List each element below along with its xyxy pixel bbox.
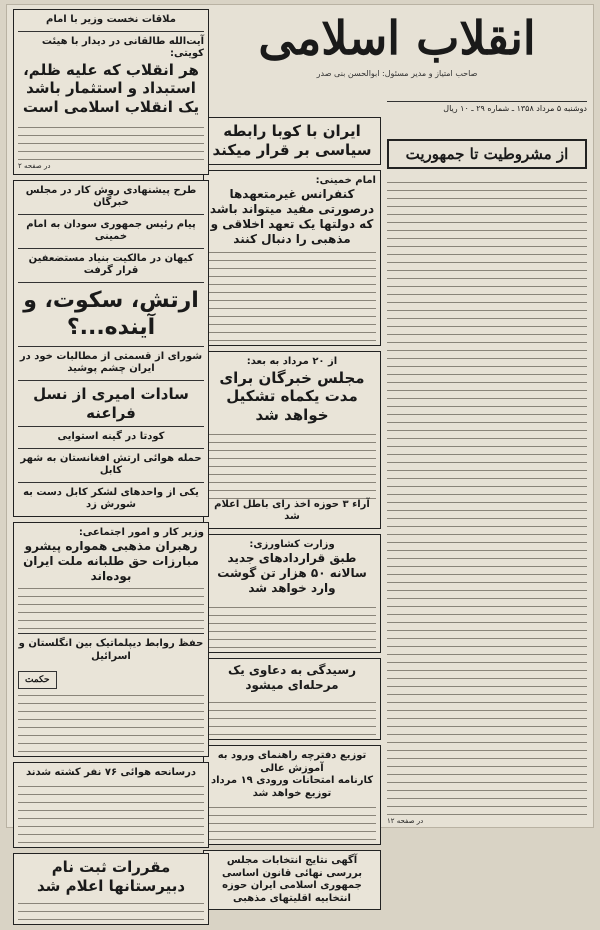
exam-body [208,804,376,840]
exam-subheadline: کارنامه امتحانات ورودی ۱۹ مرداد توزیع خواهد شد [210,775,374,799]
brief-6-headline: سادات امیری از نسل فراعنه [33,384,189,422]
agri-box [203,534,381,654]
khomeini-body [208,251,376,341]
hekmat-logo: حکمت [18,671,57,689]
lead-header: از مشروطیت تا جمهوریت [387,139,587,169]
rural-body [18,898,204,920]
hekmat-body [18,692,204,752]
election-box [203,850,381,910]
iraq-body [18,587,204,629]
travel-body [208,697,376,735]
iraq-headline: رهبران مذهبی همواره پیشرو مبارزات حق طلبانه ملت ایران بوده‌اند [23,539,199,584]
exam-headline: توزیع دفترچه راهنمای ورود به آموزش عالی [217,750,367,774]
khomeini-quote: کنفرانس غیرمتعهدها درصورتی مفید میتواند باشد که دولتها یک تعهد اخلاقی و مذهبی را دنبال کنند [209,187,375,246]
cuba-box [203,117,381,165]
meeting-headline: ملاقات نخست وزیر با امام [46,14,176,25]
left-column [13,5,209,930]
brief-1: طرح پیشنهادی روش کار در مجلس خبرگان [25,184,197,209]
rural-headline: مقررات ثبت نام دبیرستانها اعلام شد [36,857,186,895]
iraq-box [13,522,209,758]
council-votes-line: آراء ۳ حوزه اخذ رای باطل اعلام شد [214,498,370,523]
taleghani-body [18,120,204,160]
airline-box [13,762,209,848]
briefs-box [13,180,209,517]
exam-box [203,745,381,845]
right-column [387,133,587,825]
brief-5: شورای از قسمتی از مطالبات خود در ایران چشم پوشید [19,350,203,375]
brief-7: کودتا در گینه استوایی [57,431,165,443]
council-headline: مجلس خبرگان برای مدت یکماه تشکیل خواهد شد [219,368,365,424]
brief-3: کیهان در مالکیت بنیاد مستضعفین قرار گرفت [28,252,194,277]
hezb-line: حفظ روابط دیپلماتیک بین انگلستان و اسرائیل [18,638,204,662]
iraq-label: وزیر کار و امور اجتماعی: [78,526,204,538]
travel-headline: رسیدگی به دعاوی یک مرحله‌ای میشود [227,663,357,693]
lead-more-label: در صفحه ۱۲ [387,817,424,825]
brief-2: پیام رئیس جمهوری سودان به امام خمینی [26,218,196,243]
taleghani-headline: هر انقلاب که علیه ظلم، استبداد و استثمار باشد یک انقلاب اسلامی است [22,60,200,116]
newspaper-page [6,4,594,904]
airline-headline: درسانحه هوائی ۷۶ نفر کشته شدند [25,767,197,779]
khomeini-box [203,170,381,347]
agri-headline: طبق قراردادهای جدید سالانه ۵۰ هزار تن گوشت وارد خواهد شد [217,551,367,596]
masthead-tagline: صاحب امتیاز و مدیر مسئول: ابوالحسن بنی صدر [316,69,478,78]
masthead-date-line: دوشنبه ۵ مرداد ۱۳۵۸ ـ شماره ۲۹ ـ ۱۰ ریال [387,101,587,113]
taleghani-box [13,9,209,175]
agri-label: وزارت کشاورزی: [249,538,335,550]
council-date-label: از ۲۰ مرداد به بعد: [246,356,338,367]
masthead [207,9,587,117]
airline-body [18,783,204,843]
council-body [208,429,376,499]
middle-column [203,117,381,915]
rural-box [13,853,209,926]
brief-9: یکی از واحدهای لشکر کابل دست به شورش زد [23,486,199,511]
agri-body [208,600,376,648]
taleghani-more: در صفحه ۲ [18,161,51,170]
council-box [203,351,381,529]
cuba-headline: ایران با کوبا رابطه سیاسی بر قرار میکند [212,122,372,159]
masthead-title: انقلاب اسلامی [258,11,536,65]
brief-4-headline: ارتش، سکوت، و آینده...؟ [23,287,199,341]
travel-box [203,658,381,740]
taleghani-label: آیت‌الله طالقانی در دیدار با هیئت کویتی: [41,35,204,59]
lead-article-body [387,175,587,815]
khomeini-label: امام خمینی: [315,174,376,186]
election-headline: آگهی نتایج انتخابات مجلس بررسی نهائی قانون اساسی جمهوری اسلامی ایران حوزه انتخابیه اقلیتهای مذهبی [222,855,362,904]
brief-8: حمله هوائی ارتش افغانستان به شهر کابل [20,452,202,477]
